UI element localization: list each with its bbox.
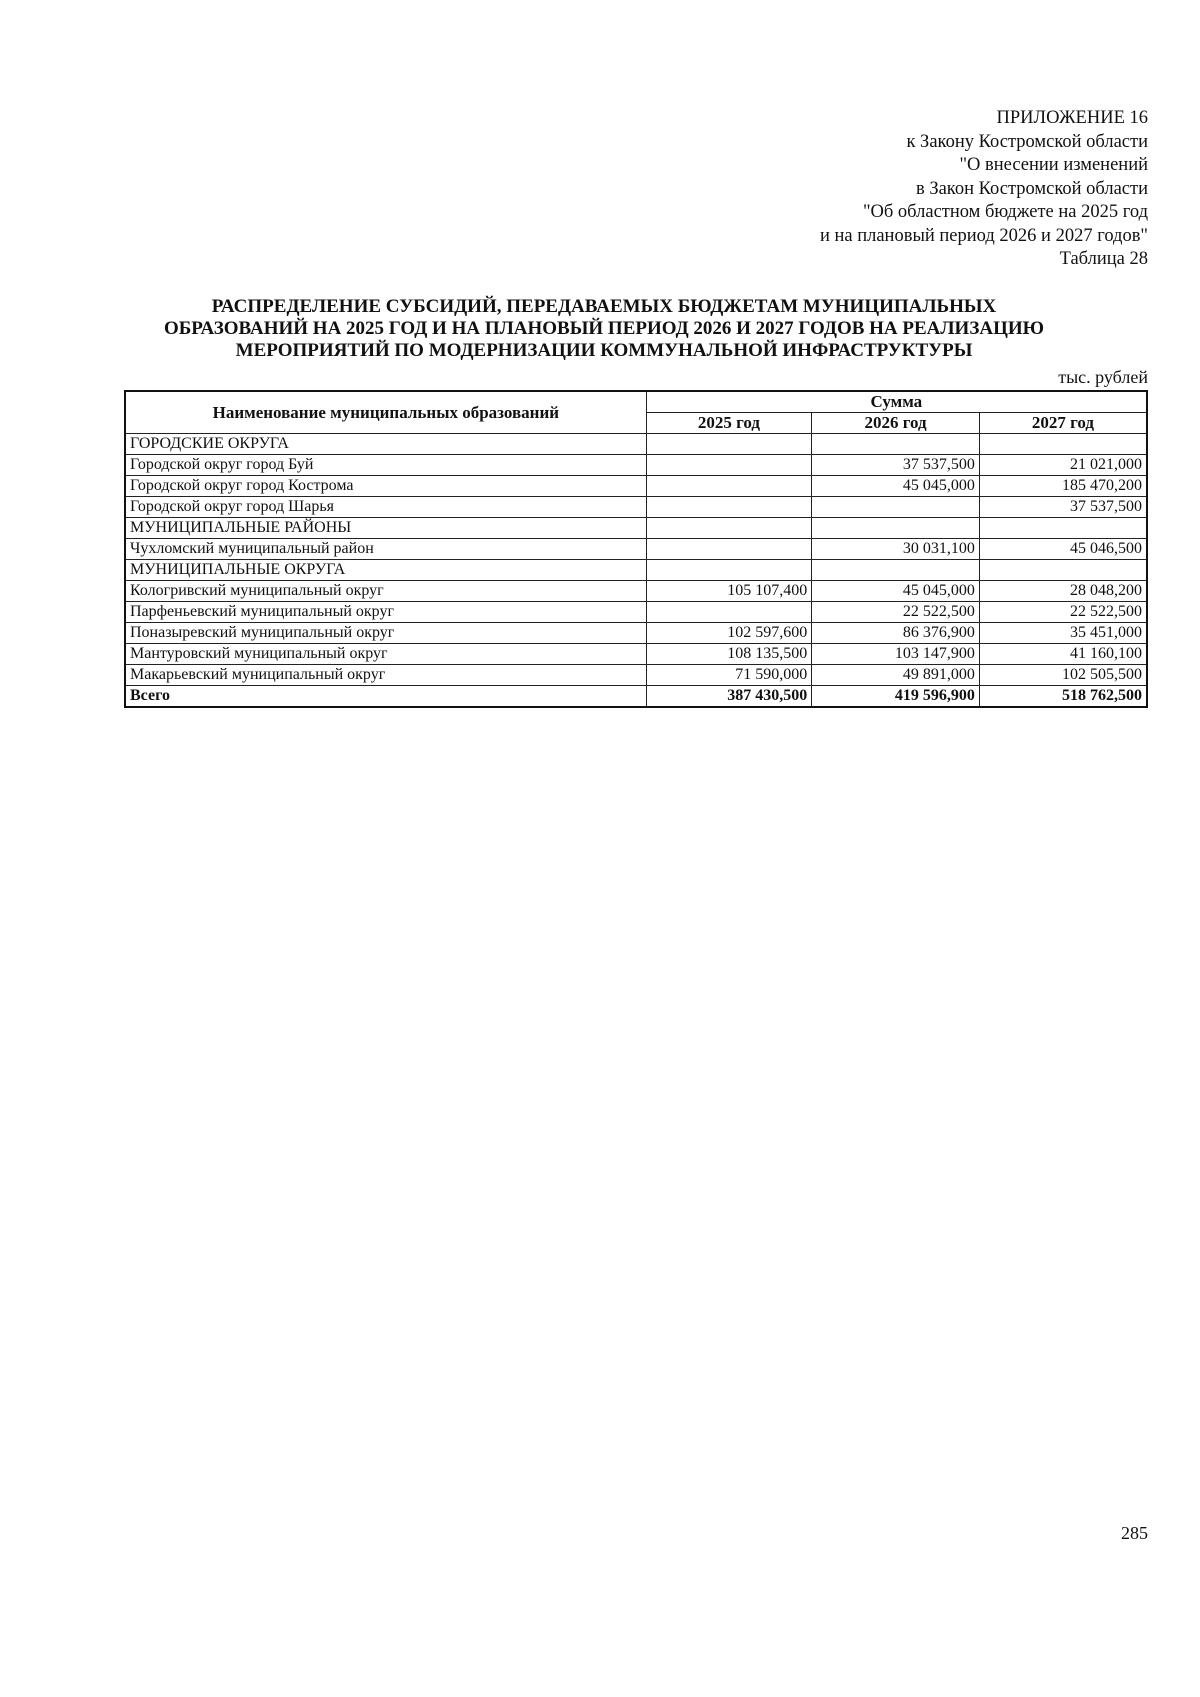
value-2026: 45 045,000: [812, 581, 980, 602]
total-2026: 419 596,900: [812, 686, 980, 708]
title-line: МЕРОПРИЯТИЙ ПО МОДЕРНИЗАЦИИ КОММУНАЛЬНОЙ ИНФРАСТРУКТУРЫ: [235, 340, 973, 361]
value-2025: [646, 455, 812, 476]
value-2026: [812, 434, 980, 455]
table-row: [125, 560, 1147, 581]
value-2025: [646, 560, 812, 581]
value-2027: 35 451,000: [979, 623, 1147, 644]
row-name: ГОРОДСКИЕ ОКРУГА: [125, 434, 646, 455]
page-number: 285: [1121, 1523, 1148, 1543]
value-2025: 108 135,500: [646, 644, 812, 665]
appendix-line: "О внесении изменений: [959, 155, 1148, 175]
appendix-header: [820, 107, 1148, 272]
value-2025: 105 107,400: [646, 581, 812, 602]
value-2026: [812, 518, 980, 539]
row-name: Городской округ город Шарья: [125, 497, 646, 518]
value-2027: 41 160,100: [979, 644, 1147, 665]
value-2026: 22 522,500: [812, 602, 980, 623]
table-row: [125, 602, 1147, 623]
row-name: Городской округ город Буй: [125, 455, 646, 476]
value-2026: 45 045,000: [812, 476, 980, 497]
value-2025: [646, 518, 812, 539]
row-name: Кологривский муниципальный округ: [125, 581, 646, 602]
subsidy-table: [124, 390, 1148, 708]
document-title: [110, 296, 1098, 362]
value-2026: [812, 497, 980, 518]
table-row: [125, 434, 1147, 455]
table-row: [125, 476, 1147, 497]
value-2027: 22 522,500: [979, 602, 1147, 623]
value-2025: [646, 476, 812, 497]
value-2026: 30 031,100: [812, 539, 980, 560]
table-row: [125, 623, 1147, 644]
column-header-sum: Сумма: [646, 391, 1147, 413]
value-2025: 102 597,600: [646, 623, 812, 644]
value-2026: 37 537,500: [812, 455, 980, 476]
value-2027: [979, 560, 1147, 581]
table-row: [125, 644, 1147, 665]
table-row: [125, 455, 1147, 476]
value-2027: 185 470,200: [979, 476, 1147, 497]
table-number: Таблица 28: [1059, 249, 1148, 269]
units-label: тыс. рублей: [1058, 367, 1148, 387]
table-row: [125, 497, 1147, 518]
row-name: МУНИЦИПАЛЬНЫЕ ОКРУГА: [125, 560, 646, 581]
table-row: [125, 518, 1147, 539]
row-name: Макарьевский муниципальный округ: [125, 665, 646, 686]
value-2026: 49 891,000: [812, 665, 980, 686]
appendix-line: "Об областном бюджете на 2025 год: [862, 202, 1148, 222]
column-header-2027: 2027 год: [979, 413, 1147, 434]
value-2025: [646, 497, 812, 518]
value-2026: 86 376,900: [812, 623, 980, 644]
column-header-name: Наименование муниципальных образований: [125, 391, 646, 434]
title-line: РАСПРЕДЕЛЕНИЕ СУБСИДИЙ, ПЕРЕДАВАЕМЫХ БЮДЖЕТАМ МУНИЦИПАЛЬНЫХ: [211, 296, 997, 317]
appendix-line: ПРИЛОЖЕНИЕ 16: [996, 108, 1148, 128]
table-row: [125, 665, 1147, 686]
row-name: Мантуровский муниципальный округ: [125, 644, 646, 665]
title-line: ОБРАЗОВАНИЙ НА 2025 ГОД И НА ПЛАНОВЫЙ ПЕРИОД 2026 И 2027 ГОДОВ НА РЕАЛИЗАЦИЮ: [163, 318, 1045, 339]
table-row: [125, 581, 1147, 602]
row-name: Парфеньевский муниципальный округ: [125, 602, 646, 623]
value-2027: 102 505,500: [979, 665, 1147, 686]
table-row: [125, 539, 1147, 560]
total-label: Всего: [125, 686, 646, 708]
total-2025: 387 430,500: [646, 686, 812, 708]
appendix-line: в Закон Костромской области: [915, 178, 1148, 199]
value-2027: [979, 434, 1147, 455]
row-name: Поназыревский муниципальный округ: [125, 623, 646, 644]
value-2027: 28 048,200: [979, 581, 1147, 602]
appendix-line: к Закону Костромской области: [906, 131, 1148, 152]
appendix-line: и на плановый период 2026 и 2027 годов": [819, 225, 1148, 246]
row-name: МУНИЦИПАЛЬНЫЕ РАЙОНЫ: [125, 518, 646, 539]
value-2025: 71 590,000: [646, 665, 812, 686]
value-2026: 103 147,900: [812, 644, 980, 665]
value-2025: [646, 539, 812, 560]
total-row: [125, 686, 1147, 708]
total-2027: 518 762,500: [979, 686, 1147, 708]
row-name: Городской округ город Кострома: [125, 476, 646, 497]
value-2026: [812, 560, 980, 581]
value-2027: [979, 518, 1147, 539]
column-header-2026: 2026 год: [812, 413, 980, 434]
value-2025: [646, 602, 812, 623]
value-2027: 37 537,500: [979, 497, 1147, 518]
value-2025: [646, 434, 812, 455]
value-2027: 45 046,500: [979, 539, 1147, 560]
column-header-2025: 2025 год: [646, 413, 812, 434]
value-2027: 21 021,000: [979, 455, 1147, 476]
table-header-row: [125, 391, 1147, 413]
row-name: Чухломский муниципальный район: [125, 539, 646, 560]
